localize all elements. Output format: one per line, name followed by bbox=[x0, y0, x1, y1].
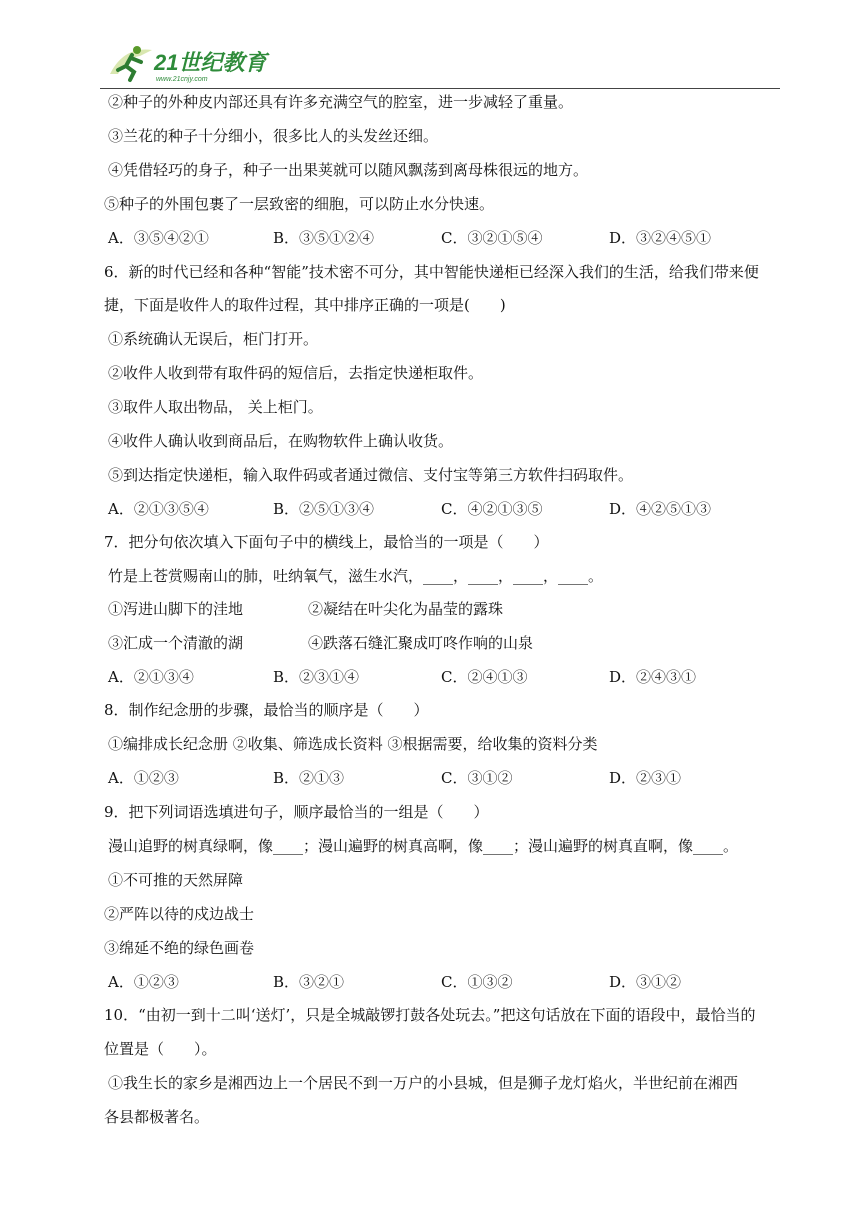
q9-option-c[interactable]: C．①③② bbox=[441, 973, 513, 991]
q7-clauses-row-2 bbox=[108, 633, 708, 653]
q7-clause-3: ③汇成一个清澈的湖 bbox=[108, 634, 244, 652]
q9-choice-3: ③绵延不绝的绿色画卷 bbox=[104, 939, 255, 957]
q8-options bbox=[108, 768, 768, 788]
q9-choice-2: ②严阵以待的戍边战士 bbox=[104, 905, 255, 923]
q7-clause-4: ④跌落石缝汇聚成叮咚作响的山泉 bbox=[308, 634, 534, 652]
q9-sentence: 漫山追野的树真绿啊，像____；漫山遍野的树真高啊，像____；漫山遍野的树真直啊，像____。 bbox=[108, 837, 739, 855]
q6-step-5: ⑤到达指定快递柜，输入取件码或者通过微信、支付宝等第三方软件扫码取件。 bbox=[108, 466, 634, 484]
q6-step-1: ①系统确认无误后，柜门打开。 bbox=[108, 330, 319, 348]
q8-option-a[interactable]: A．①②③ bbox=[108, 769, 179, 787]
q8-stem: 8．制作纪念册的步骤，最恰当的顺序是（ ） bbox=[104, 701, 429, 719]
q9-option-d[interactable]: D．③①② bbox=[609, 973, 682, 991]
q5-statement-3: ③兰花的种子十分细小，很多比人的头发丝还细。 bbox=[108, 127, 439, 145]
q6-step-4: ④收件人确认收到商品后，在购物软件上确认收货。 bbox=[108, 432, 454, 450]
q9-option-a[interactable]: A．①②③ bbox=[108, 973, 179, 991]
q5-options bbox=[108, 228, 768, 248]
q5-statement-5: ⑤种子的外围包裹了一层致密的细胞，可以防止水分快速。 bbox=[104, 195, 495, 213]
q5-statement-2: ②种子的外种皮内部还具有许多充满空气的腔室，进一步减轻了重量。 bbox=[108, 93, 574, 111]
q10-paragraph-1-line-2: 各县都极著名。 bbox=[104, 1108, 210, 1126]
q10-paragraph-1-line-1: ①我生长的家乡是湘西边上一个居民不到一万户的小县城，但是狮子龙灯焰火，半世纪前在湘西 bbox=[108, 1074, 739, 1092]
q8-option-d[interactable]: D．②③① bbox=[609, 769, 682, 787]
q6-stem-line-2: 捷，下面是收件人的取件过程，其中排序正确的一项是( ) bbox=[104, 296, 506, 314]
q6-step-2: ②收件人收到带有取件码的短信后，去指定快递柜取件。 bbox=[108, 364, 484, 382]
page-header bbox=[100, 38, 780, 89]
q9-choice-1: ①不可推的天然屏障 bbox=[108, 871, 244, 889]
q6-options bbox=[108, 499, 768, 519]
q8-option-c[interactable]: C．③①② bbox=[441, 769, 513, 787]
q10-stem-line-1: 10．“由初一到十二叫‘送灯’，只是全城敲锣打鼓各处玩去。”把这句话放在下面的语段中，最恰当的 bbox=[104, 1006, 756, 1024]
q6-option-b[interactable]: B．②⑤①③④ bbox=[273, 500, 375, 518]
q9-option-b[interactable]: B．③②① bbox=[273, 973, 345, 991]
q7-option-a[interactable]: A．②①③④ bbox=[108, 668, 194, 686]
q6-stem-line-1: 6．新的时代已经和各种“智能”技术密不可分，其中智能快递柜已经深入我们的生活，给我们带来便 bbox=[104, 263, 759, 281]
q6-option-d[interactable]: D．④②⑤①③ bbox=[609, 500, 712, 518]
q5-option-a[interactable]: A．③⑤④②① bbox=[108, 229, 209, 247]
q7-clauses-row-1 bbox=[108, 599, 708, 619]
q6-option-a[interactable]: A．②①③⑤④ bbox=[108, 500, 209, 518]
q8-items: ①编排成长纪念册 ②收集、筛选成长资料 ③根据需要，给收集的资料分类 bbox=[108, 735, 598, 753]
q5-option-d[interactable]: D．③②④⑤① bbox=[609, 229, 712, 247]
q7-option-c[interactable]: C．②④①③ bbox=[441, 668, 528, 686]
logo-url: www.21cnjy.com bbox=[156, 76, 208, 83]
q6-step-3: ③取件人取出物品， 关上柜门。 bbox=[108, 398, 323, 416]
logo-title: 21世纪教育 bbox=[154, 50, 267, 75]
q5-statement-4: ④凭借轻巧的身子，种子一出果荚就可以随风飘荡到离母株很远的地方。 bbox=[108, 161, 589, 179]
q7-clause-1: ①泻进山脚下的洼地 bbox=[108, 600, 244, 618]
q5-option-b[interactable]: B．③⑤①②④ bbox=[273, 229, 375, 247]
q10-stem-line-2: 位置是（ ）。 bbox=[104, 1040, 217, 1058]
q7-option-b[interactable]: B．②③①④ bbox=[273, 668, 360, 686]
q6-option-c[interactable]: C．④②①③⑤ bbox=[441, 500, 543, 518]
q7-option-d[interactable]: D．②④③① bbox=[609, 668, 697, 686]
q7-clause-2: ②凝结在叶尖化为晶莹的露珠 bbox=[308, 600, 504, 618]
q7-sentence: 竹是上苍赏赐南山的肺，吐纳氧气，滋生水汽，____，____，____，____。 bbox=[108, 567, 604, 585]
q8-option-b[interactable]: B．②①③ bbox=[273, 769, 345, 787]
q7-stem: 7．把分句依次填入下面句子中的横线上，最恰当的一项是（ ） bbox=[104, 533, 549, 551]
q9-options bbox=[108, 972, 768, 992]
q9-stem: 9．把下列词语选填进句子，顺序最恰当的一组是（ ） bbox=[104, 803, 489, 821]
21cnjy-logo bbox=[104, 40, 274, 84]
q5-option-c[interactable]: C．③②①⑤④ bbox=[441, 229, 543, 247]
q7-options bbox=[108, 667, 768, 687]
